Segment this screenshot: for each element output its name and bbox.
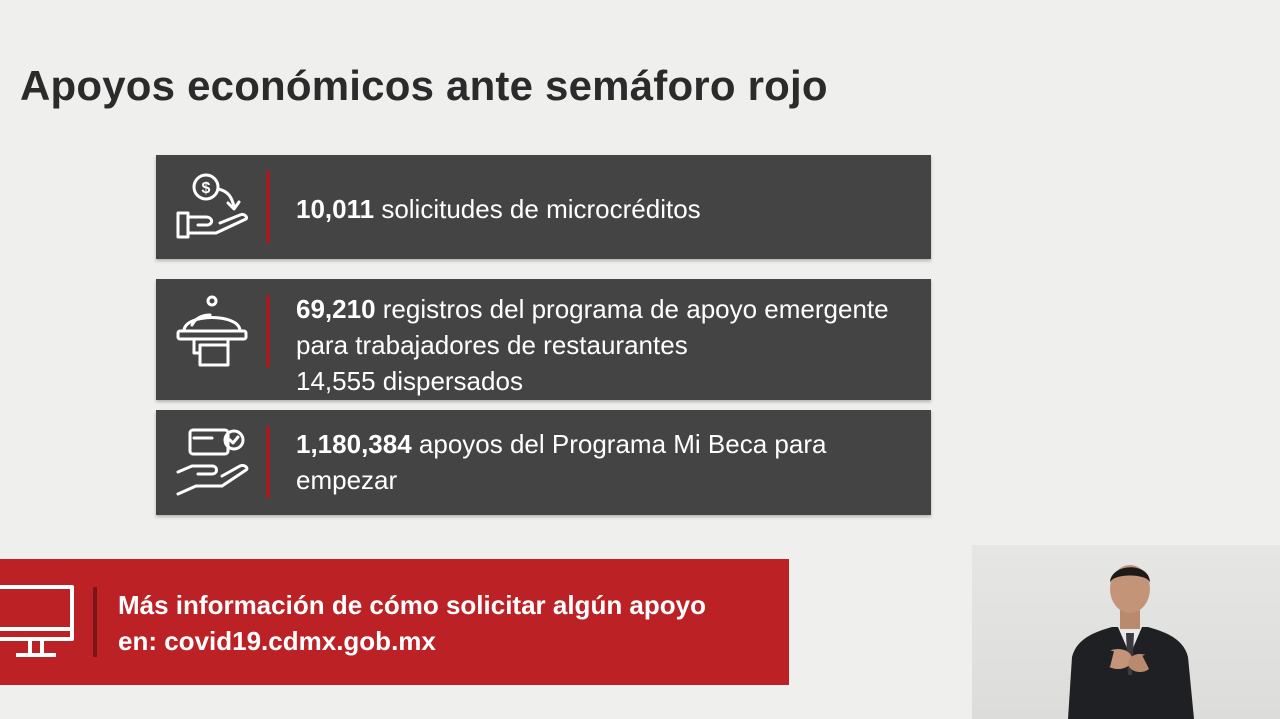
banner-divider xyxy=(93,587,97,657)
card-divider xyxy=(266,295,270,367)
more-info-banner xyxy=(0,559,789,685)
page-title: Apoyos económicos ante semáforo rojo xyxy=(20,62,828,109)
svg-text:$: $ xyxy=(201,180,211,197)
more-info-line1: Más información de cómo solicitar algún apoyo xyxy=(118,590,706,620)
more-info-text xyxy=(118,587,779,659)
card-divider xyxy=(266,426,270,498)
restaurant-workers-card xyxy=(156,279,931,400)
computer-monitor-icon xyxy=(0,581,80,663)
card-hand-icon xyxy=(172,422,252,502)
serving-cloche-icon xyxy=(172,295,252,375)
beca-card xyxy=(156,410,931,515)
microcredits-text: 10,011 solicitudes de microcréditos xyxy=(296,194,701,224)
dispersed-text: 14,555 dispersados xyxy=(296,366,523,396)
restaurant-workers-text: 69,210 registros del programa de apoyo emergente para trabajadores de restaurantes 14,555 dispersados xyxy=(296,294,889,396)
sign-language-interpreter xyxy=(972,545,1280,719)
money-hand-icon xyxy=(172,167,252,247)
card-divider xyxy=(266,171,270,243)
beca-text: 1,180,384 apoyos del Programa Mi Beca para empezar xyxy=(296,429,827,495)
more-info-url[interactable]: en: covid19.cdmx.gob.mx xyxy=(118,626,436,656)
microcredits-card xyxy=(156,155,931,259)
